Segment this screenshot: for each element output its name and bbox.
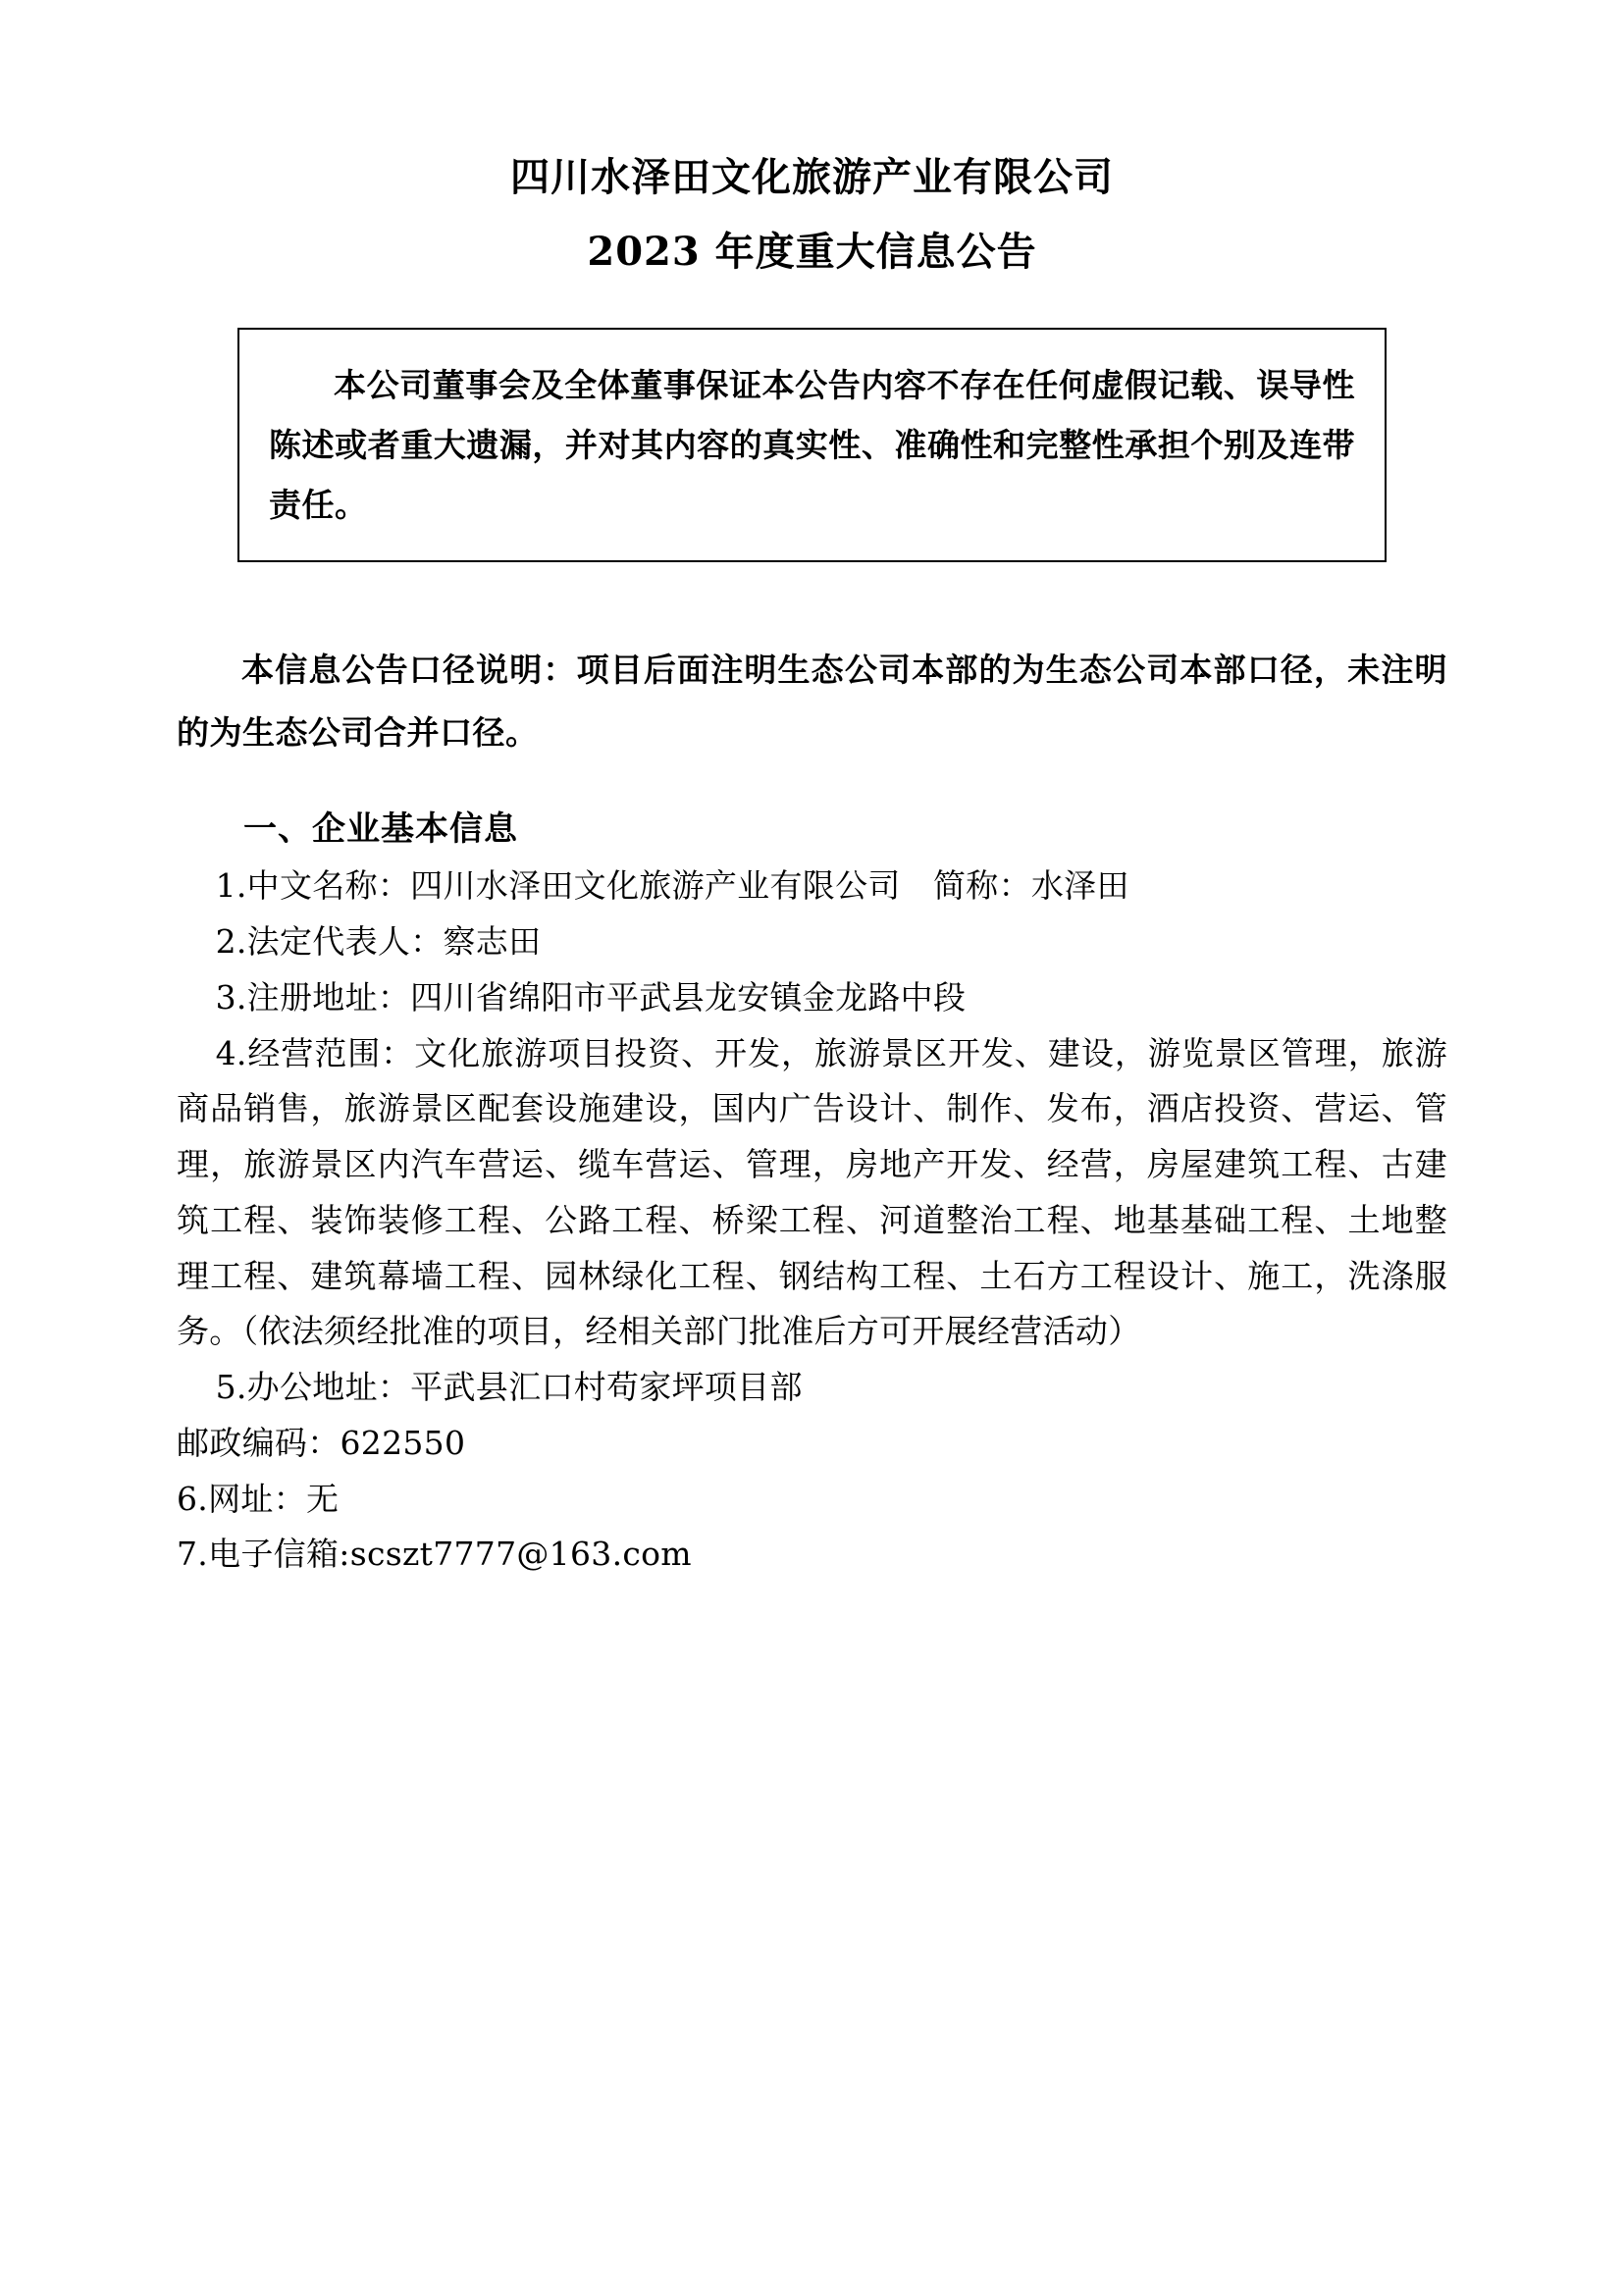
info-item-postal-code: 邮政编码：622550 [177,1423,466,1462]
info-item-name: 1.中文名称：四川水泽田文化旅游产业有限公司 简称：水泽田 [215,866,1129,906]
caliber-statement: 本信息公告口径说明：项目后面注明生态公司本部的为生态公司本部口径，未注明的为生态公司合并口径。 [177,651,1447,753]
page-title: 四川水泽田文化旅游产业有限公司 [510,154,1114,200]
info-item-legal-representative: 2.法定代表人：察志田 [215,922,542,962]
info-item-website: 6.网址：无 [177,1479,340,1518]
info-item-email: 7.电子信箱:scszt7777@163.com [177,1535,692,1574]
page-subtitle: 2023 年度重大信息公告 [587,229,1037,275]
section-heading-basic-info: 一、企业基本信息 [243,808,518,849]
info-item-registered-address: 3.注册地址：四川省绵阳市平武县龙安镇金龙路中段 [215,977,967,1017]
info-item-office-address: 5.办公地址：平武县汇口村苟家坪项目部 [215,1368,803,1407]
info-item-business-scope: 4.经营范围：文化旅游项目投资、开发，旅游景区开发、建设，游览景区管理，旅游商品销售，旅游景区配套设施建设，国内广告设计、制作、发布，酒店投资、营运、管理，旅游景区内汽车营运、缆车营运、管理，房地产开发、经营，房屋建筑工程、古建筑工程、装饰装修工程、公路工程、桥梁工程、河道整治工程、地基基础工程、土地整理工程、建筑幕墙工程、园林绿化工程、钢结构工程、土石方工程设计、施工，洗涤服务。（依法须经批准的项目，经相关部门批准后方可开展经营活动） [177,1033,1447,1351]
board-statement-box [237,328,1387,562]
board-statement-text: 本公司董事会及全体董事保证本公告内容不存在任何虚假记载、误导性陈述或者重大遗漏，并对其内容的真实性、准确性和完整性承担个别及连带责任。 [269,366,1355,525]
